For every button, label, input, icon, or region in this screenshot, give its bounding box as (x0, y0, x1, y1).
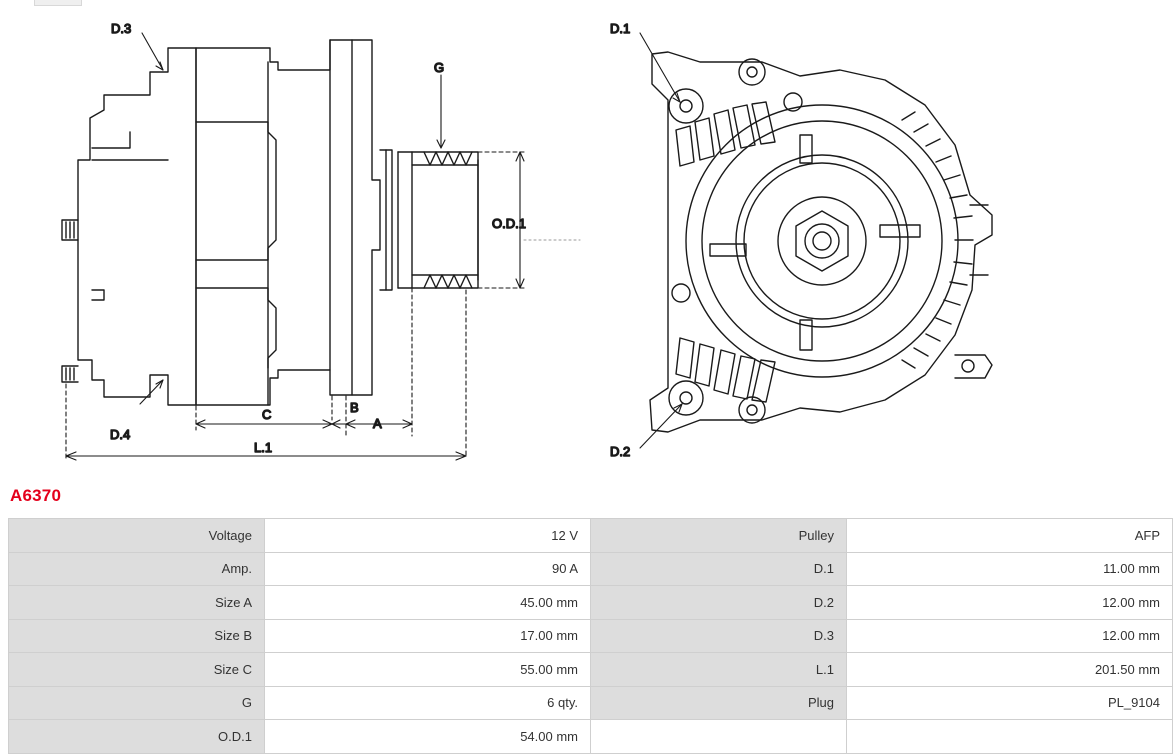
part-number: A6370 (10, 486, 62, 505)
spec-value-size-c: 55.00 mm (265, 653, 591, 687)
spec-value-size-b: 17.00 mm (265, 619, 591, 653)
table-row (9, 552, 1173, 586)
spec-label-voltage: Voltage (9, 519, 265, 553)
table-row (9, 619, 1173, 653)
spec-value-od1: 54.00 mm (265, 720, 591, 754)
spec-label-l1: L.1 (591, 653, 847, 687)
spec-value-plug: PL_9104 (847, 686, 1173, 720)
spec-value-l1: 201.50 mm (847, 653, 1173, 687)
spec-label-d3: D.3 (591, 619, 847, 653)
table-row (9, 720, 1173, 754)
spec-label-od1: O.D.1 (9, 720, 265, 754)
label-d1: D.1 (610, 21, 631, 36)
front-view-dimensions (640, 33, 682, 448)
table-row (9, 519, 1173, 553)
side-view-body (62, 40, 478, 405)
spec-value-voltage: 12 V (265, 519, 591, 553)
spec-label-amp: Amp. (9, 552, 265, 586)
side-view-dimensions (66, 33, 580, 460)
spec-value-amp: 90 A (265, 552, 591, 586)
spec-label-d2: D.2 (591, 586, 847, 620)
spec-label-pulley: Pulley (591, 519, 847, 553)
spec-label-size-b: Size B (9, 619, 265, 653)
spec-value-size-a: 45.00 mm (265, 586, 591, 620)
table-row (9, 686, 1173, 720)
label-d4: D.4 (110, 427, 131, 442)
spec-value-empty (847, 720, 1173, 754)
spec-value-d2: 12.00 mm (847, 586, 1173, 620)
spec-label-size-a: Size A (9, 586, 265, 620)
specifications-table (8, 518, 1173, 754)
spec-label-size-c: Size C (9, 653, 265, 687)
spec-label-g: G (9, 686, 265, 720)
spec-value-d1: 11.00 mm (847, 552, 1173, 586)
label-b: B (350, 400, 359, 415)
label-d2: D.2 (610, 444, 631, 459)
label-d3: D.3 (111, 21, 132, 36)
label-c: C (262, 407, 272, 422)
table-row (9, 586, 1173, 620)
label-a: A (373, 416, 382, 431)
spec-value-pulley: AFP (847, 519, 1173, 553)
spec-value-g: 6 qty. (265, 686, 591, 720)
label-l1: L.1 (254, 440, 273, 455)
spec-value-d3: 12.00 mm (847, 619, 1173, 653)
spec-label-d1: D.1 (591, 552, 847, 586)
spec-label-empty (591, 720, 847, 754)
table-row (9, 653, 1173, 687)
spec-label-plug: Plug (591, 686, 847, 720)
front-view-body (650, 52, 992, 432)
label-g: G (434, 60, 445, 75)
label-od1: O.D.1 (492, 216, 526, 231)
